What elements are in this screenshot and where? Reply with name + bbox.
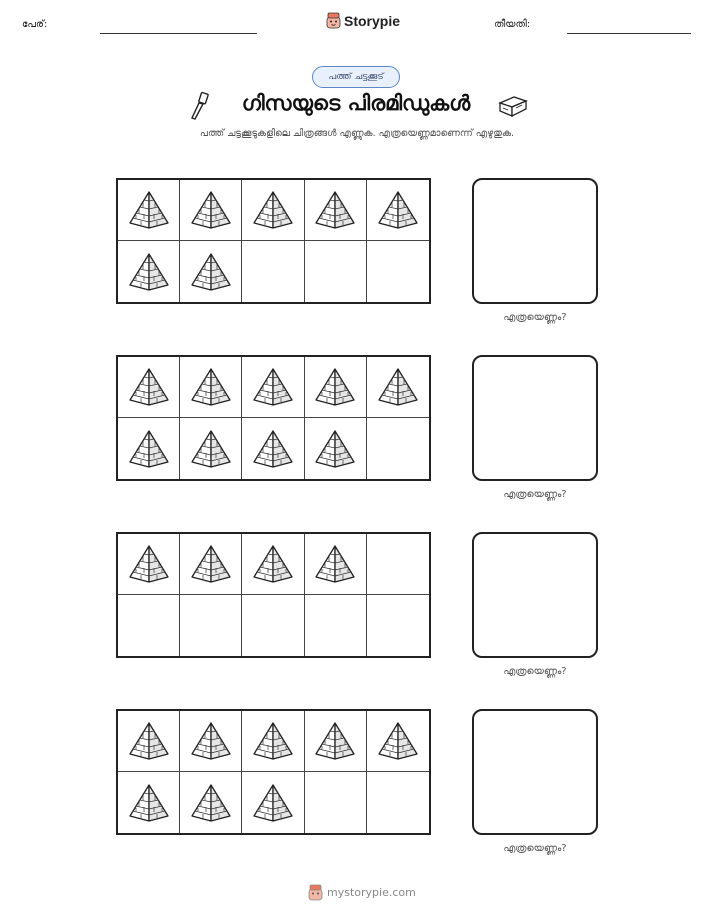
frame-cell xyxy=(305,772,367,833)
frame-cell xyxy=(305,534,367,595)
date-label: തീയതി: xyxy=(494,19,531,30)
pyramid-icon xyxy=(189,721,233,761)
storypie-mascot-icon xyxy=(308,884,323,901)
frame-cell xyxy=(242,772,304,833)
answer-box-2[interactable] xyxy=(472,355,598,481)
storypie-mascot-icon xyxy=(326,12,341,29)
ten-frame-4 xyxy=(116,709,431,835)
frame-cell xyxy=(305,241,367,302)
frame-cell xyxy=(118,418,180,479)
pyramid-icon xyxy=(189,190,233,230)
frame-cell xyxy=(242,711,304,772)
ten-frame-3 xyxy=(116,532,431,658)
pyramid-icon xyxy=(127,721,171,761)
frame-cell xyxy=(242,595,304,656)
frame-cell xyxy=(180,534,242,595)
pyramid-icon xyxy=(251,721,295,761)
question-label-3: എത്രയെണ്ണം? xyxy=(503,666,567,677)
frame-cell xyxy=(180,241,242,302)
pyramid-icon xyxy=(127,783,171,823)
frame-cell xyxy=(118,595,180,656)
pyramid-icon xyxy=(251,544,295,584)
frame-cell xyxy=(367,180,429,241)
frame-cell xyxy=(118,357,180,418)
page-title: ഗിസയുടെ പിരമിഡുകൾ xyxy=(241,91,471,115)
pyramid-icon xyxy=(127,429,171,469)
frame-cell xyxy=(180,711,242,772)
topic-badge: പത്ത് ചട്ടക്കൂട് xyxy=(312,66,400,88)
frame-cell xyxy=(180,595,242,656)
name-line[interactable] xyxy=(100,33,257,34)
frame-cell xyxy=(367,241,429,302)
pyramid-icon xyxy=(251,783,295,823)
pyramid-icon xyxy=(313,544,357,584)
frame-cell xyxy=(118,772,180,833)
pyramid-icon xyxy=(313,721,357,761)
question-label-4: എത്രയെണ്ണം? xyxy=(503,843,567,854)
pyramid-icon xyxy=(127,544,171,584)
name-label: പേര്: xyxy=(22,19,48,30)
chisel-icon xyxy=(188,91,210,121)
frame-cell xyxy=(118,241,180,302)
brand-name: Storypie xyxy=(344,12,401,29)
answer-box-1[interactable] xyxy=(472,178,598,304)
pyramid-icon xyxy=(313,190,357,230)
frame-cell xyxy=(305,711,367,772)
frame-cell xyxy=(180,772,242,833)
frame-cell xyxy=(180,180,242,241)
frame-cell xyxy=(242,241,304,302)
frame-cell xyxy=(305,357,367,418)
pyramid-icon xyxy=(313,429,357,469)
frame-cell xyxy=(242,357,304,418)
question-label-1: എത്രയെണ്ണം? xyxy=(503,312,567,323)
answer-box-4[interactable] xyxy=(472,709,598,835)
frame-cell xyxy=(180,357,242,418)
pyramid-icon xyxy=(127,367,171,407)
frame-cell xyxy=(180,418,242,479)
footer xyxy=(308,884,416,901)
question-label-2: എത്രയെണ്ണം? xyxy=(503,489,567,500)
footer-url: mystorypie.com xyxy=(327,886,416,899)
pyramid-icon xyxy=(127,190,171,230)
date-line[interactable] xyxy=(567,33,691,34)
pyramid-icon xyxy=(376,721,420,761)
pyramid-icon xyxy=(189,367,233,407)
frame-cell xyxy=(305,180,367,241)
pyramid-icon xyxy=(251,367,295,407)
frame-cell xyxy=(118,180,180,241)
frame-cell xyxy=(367,772,429,833)
frame-cell xyxy=(367,418,429,479)
frame-cell xyxy=(118,534,180,595)
instructions: പത്ത് ചട്ടക്കൂടുകളിലെ ചിത്രങ്ങൾ എണ്ണുക. എത്രയെണ്ണമാണെന്ന് എഴുതുക. xyxy=(199,128,515,139)
stone-block-icon xyxy=(497,94,529,118)
frame-cell xyxy=(242,180,304,241)
frame-cell xyxy=(367,357,429,418)
frame-cell xyxy=(367,711,429,772)
frame-cell xyxy=(305,595,367,656)
pyramid-icon xyxy=(313,367,357,407)
pyramid-icon xyxy=(189,429,233,469)
pyramid-icon xyxy=(189,544,233,584)
ten-frame-1 xyxy=(116,178,431,304)
frame-cell xyxy=(367,534,429,595)
ten-frame-2 xyxy=(116,355,431,481)
frame-cell xyxy=(367,595,429,656)
answer-box-3[interactable] xyxy=(472,532,598,658)
frame-cell xyxy=(118,711,180,772)
pyramid-icon xyxy=(376,367,420,407)
frame-cell xyxy=(305,418,367,479)
frame-cell xyxy=(242,418,304,479)
pyramid-icon xyxy=(251,190,295,230)
pyramid-icon xyxy=(251,429,295,469)
pyramid-icon xyxy=(189,252,233,292)
pyramid-icon xyxy=(189,783,233,823)
pyramid-icon xyxy=(127,252,171,292)
frame-cell xyxy=(242,534,304,595)
pyramid-icon xyxy=(376,190,420,230)
brand-logo xyxy=(326,12,400,29)
